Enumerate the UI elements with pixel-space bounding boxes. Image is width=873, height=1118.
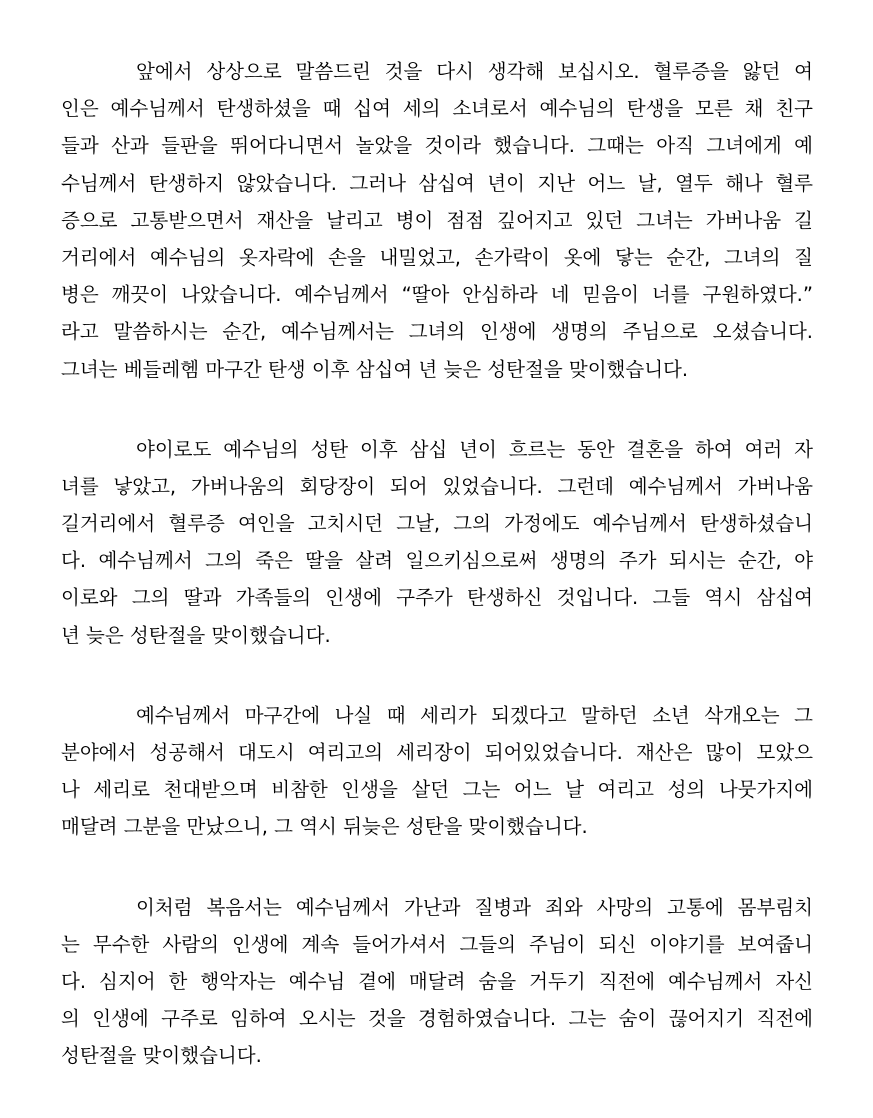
text-line: 인은 예수님께서 탄생하셨을 때 십여 세의 소녀로서 예수님의 탄생을 모른 채 친구 bbox=[61, 97, 813, 121]
text-line: 년 늦은 성탄절을 맞이했습니다. bbox=[61, 623, 331, 647]
text-line: 분야에서 성공해서 대도시 여리고의 세리장이 되어있었습니다. 재산은 많이 모았으 bbox=[61, 741, 813, 764]
text-line: 이처럼 복음서는 예수님께서 가난과 질병과 죄와 사망의 고통에 몸부림치 bbox=[136, 895, 813, 919]
text-line: 다. 예수님께서 그의 죽은 딸을 살려 일으키심으로써 생명의 주가 되시는 순간, 야 bbox=[61, 549, 813, 573]
text-line: 의 인생에 구주로 임하여 오시는 것을 경험하였습니다. 그는 숨이 끊어지기 직전에 bbox=[61, 1007, 813, 1031]
document-page bbox=[61, 53, 813, 1118]
text-line: 다. 심지어 한 행악자는 예수님 곁에 매달려 숨을 거두기 직전에 예수님께서 자신 bbox=[61, 969, 813, 993]
text-line: 야이로도 예수님의 성탄 이후 삼십 년이 흐르는 동안 결혼을 하여 여러 자 bbox=[136, 437, 813, 461]
paragraph-2 bbox=[61, 431, 813, 654]
text-line: 라고 말씀하시는 순간, 예수님께서는 그녀의 인생에 생명의 주님으로 오셨습니다. bbox=[61, 320, 813, 344]
text-line: 매달려 그분을 만났으니, 그 역시 뒤늦은 성탄을 맞이했습니다. bbox=[61, 815, 588, 839]
text-line: 녀를 낳았고, 가버나움의 회당장이 되어 있었습니다. 그런데 예수님께서 가버나움 bbox=[61, 474, 813, 498]
paragraph-4 bbox=[61, 889, 813, 1075]
text-line: 병은 깨끗이 나았습니다. 예수님께서 “딸아 안심하라 네 믿음이 너를 구원하였다.” bbox=[61, 283, 813, 307]
text-line: 수님께서 탄생하지 않았습니다. 그러나 삼십여 년이 지난 어느 날, 열두 해나 혈루 bbox=[61, 171, 813, 195]
paragraph-1 bbox=[61, 53, 813, 388]
paragraph-3 bbox=[61, 697, 813, 846]
text-line: 그녀는 베들레헴 마구간 탄생 이후 삼십여 년 늦은 성탄절을 맞이했습니다. bbox=[61, 357, 689, 381]
text-line: 증으로 고통받으면서 재산을 날리고 병이 점점 깊어지고 있던 그녀는 가버나움 길 bbox=[61, 208, 813, 232]
text-line: 는 무수한 사람의 인생에 계속 들어가셔서 그들의 주님이 되신 이야기를 보여줍니 bbox=[61, 932, 813, 956]
text-line: 앞에서 상상으로 말씀드린 것을 다시 생각해 보십시오. 혈루증을 앓던 여 bbox=[136, 60, 813, 83]
text-line: 길거리에서 혈루증 여인을 고치시던 그날, 그의 가정에도 예수님께서 탄생하셨습니 bbox=[61, 512, 813, 536]
text-line: 성탄절을 맞이했습니다. bbox=[61, 1044, 262, 1068]
text-line: 나 세리로 천대받으며 비참한 인생을 살던 그는 어느 날 여리고 성의 나뭇가지에 bbox=[61, 778, 813, 802]
text-line: 거리에서 예수님의 옷자락에 손을 내밀었고, 손가락이 옷에 닿는 순간, 그녀의 질 bbox=[61, 245, 813, 269]
text-line: 이로와 그의 딸과 가족들의 인생에 구주가 탄생하신 것입니다. 그들 역시 삼십여 bbox=[61, 586, 813, 610]
text-line: 예수님께서 마구간에 나실 때 세리가 되겠다고 말하던 소년 삭개오는 그 bbox=[136, 703, 813, 727]
text-line: 들과 산과 들판을 뛰어다니면서 놀았을 것이라 했습니다. 그때는 아직 그녀에게 예 bbox=[61, 134, 813, 158]
